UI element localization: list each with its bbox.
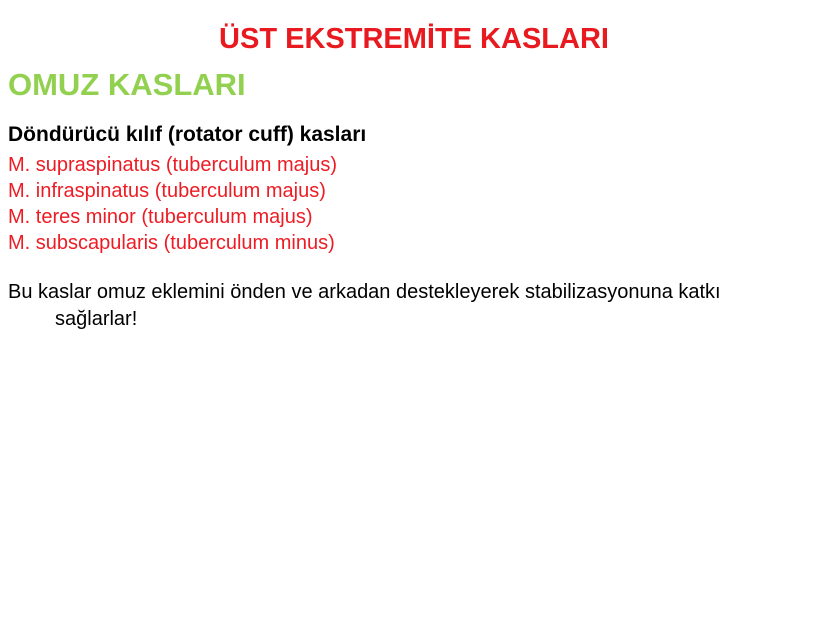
muscle-line-supraspinatus: M. supraspinatus (tuberculum majus) [8,154,338,176]
slide-title: ÜST EKSTREMİTE KASLARI [219,23,609,56]
stabilization-note-line2: sağlarlar! [55,308,138,330]
section-heading-omuz-kaslari: OMUZ KASLARI [8,66,246,102]
muscle-line-subscapularis: M. subscapularis (tuberculum minus) [8,232,335,254]
stabilization-note [8,279,721,333]
muscle-list [8,152,337,256]
rotator-cuff-subheading: Döndürücü kılıf (rotator cuff) kasları [8,123,367,146]
stabilization-note-line1: Bu kaslar omuz eklemini önden ve arkadan destekleyerek stabilizasyonuna katkı [8,281,721,303]
muscle-line-infraspinatus: M. infraspinatus (tuberculum majus) [8,180,326,202]
muscle-line-teres-minor: M. teres minor (tuberculum majus) [8,206,313,228]
